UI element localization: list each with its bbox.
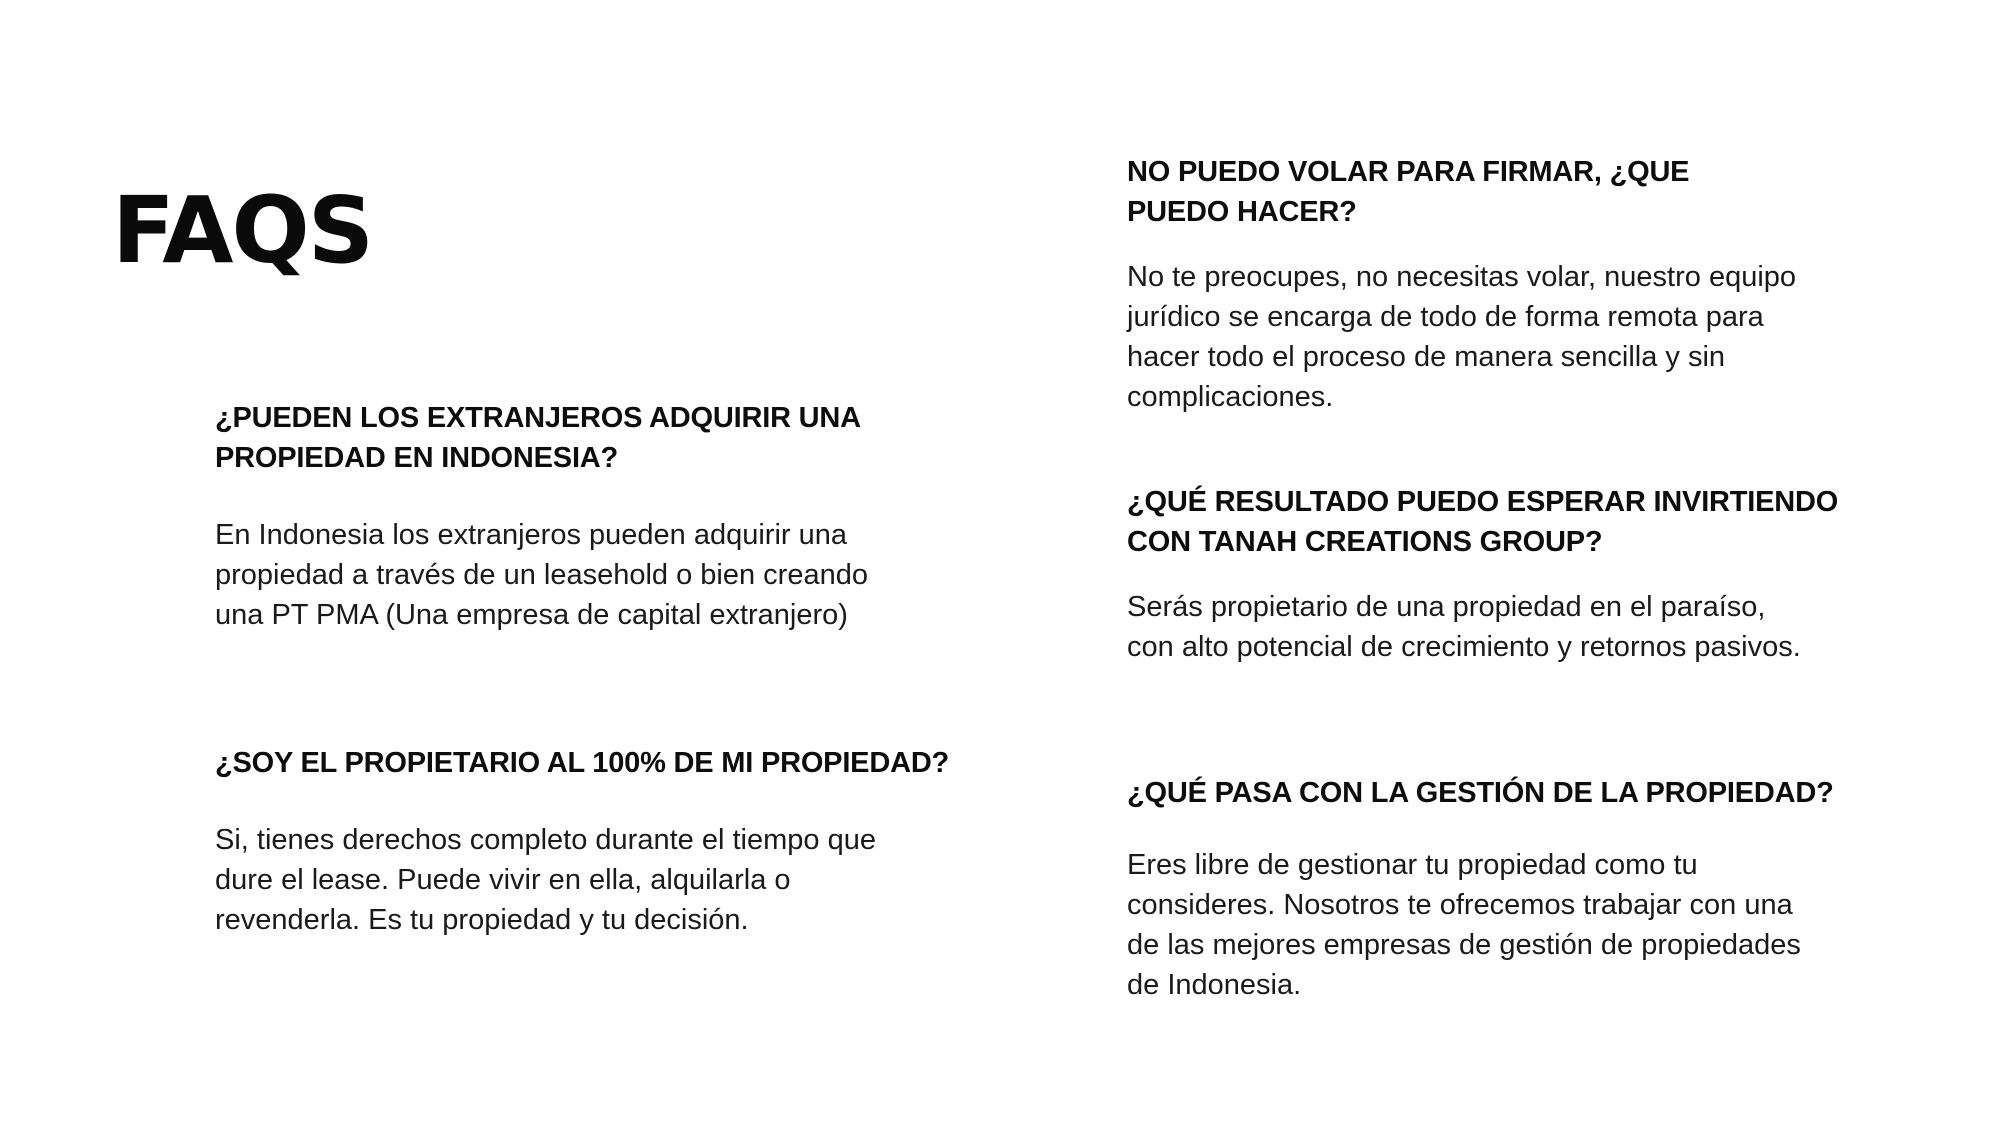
faq-answer: Eres libre de gestionar tu propiedad como tu consideres. Nosotros te ofrecemos trabajar con una de las mejores empresas de gestión de propiedades de Indonesia. [1127, 849, 1801, 1001]
faq-item-remote-signing [1127, 152, 1797, 417]
faq-question: ¿SOY EL PROPIETARIO AL 100% DE MI PROPIEDAD? [215, 747, 950, 779]
faq-answer: No te preocupes, no necesitas volar, nuestro equipo jurídico se encarga de todo de forma remota para hacer todo el proceso de manera sencilla y sin complicaciones. [1127, 261, 1797, 413]
faq-question: NO PUEDO VOLAR PARA FIRMAR, ¿QUE PUEDO HACER? [1127, 156, 1690, 228]
faq-item-expected-results [1127, 482, 1867, 667]
page-title: FAQS [112, 177, 372, 284]
faq-question: ¿QUÉ RESULTADO PUEDO ESPERAR INVIRTIENDO CON TANAH CREATIONS GROUP? [1127, 486, 1839, 558]
faq-item-foreign-ownership [215, 398, 895, 635]
faq-question: ¿PUEDEN LOS EXTRANJEROS ADQUIRIR UNA PROPIEDAD EN INDONESIA? [215, 402, 860, 474]
faq-item-property-management [1127, 773, 1887, 1005]
faq-answer: Si, tienes derechos completo durante el tiempo que dure el lease. Puede vivir en ella, alquilarla o revenderla. Es tu propiedad y tu decisión. [215, 824, 876, 936]
faq-answer: En Indonesia los extranjeros pueden adquirir una propiedad a través de un leasehold o bien creando una PT PMA (Una empresa de capital extranjero) [215, 519, 868, 631]
faq-item-full-ownership [215, 743, 975, 940]
faq-answer: Serás propietario de una propiedad en el paraíso, con alto potencial de crecimiento y retornos pasivos. [1127, 591, 1801, 663]
faq-question: ¿QUÉ PASA CON LA GESTIÓN DE LA PROPIEDAD? [1127, 777, 1834, 809]
